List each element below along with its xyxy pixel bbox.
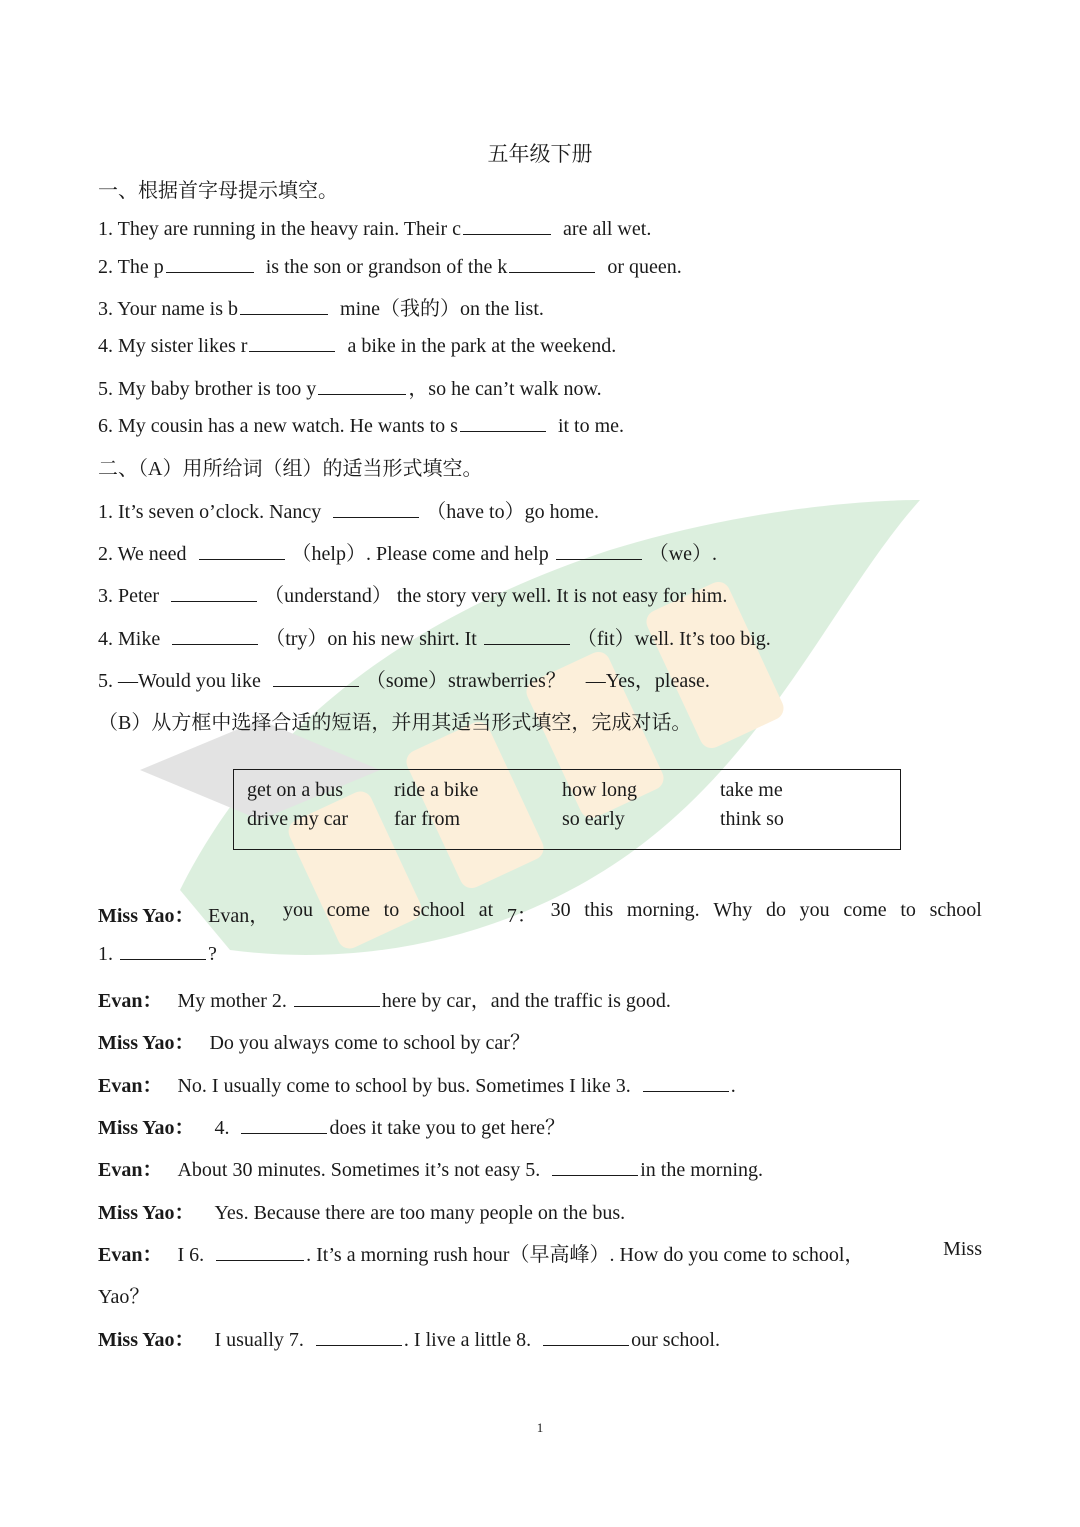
- phrase-item: how long: [562, 779, 637, 801]
- dialogue-word: this: [584, 899, 614, 921]
- speaker-label: Evan：: [98, 1075, 163, 1097]
- s1-item-3-text-a: 3. Your name is b: [98, 298, 239, 320]
- s2a-item-2: [98, 537, 717, 566]
- phrase-item: ride a bike: [394, 779, 479, 801]
- s2a-item-4-text-a: 4. Mike: [98, 628, 161, 650]
- dialogue-text: does it take you to get here？: [329, 1117, 565, 1139]
- dialogue-text: Yao？: [98, 1286, 150, 1308]
- s1-item-2-text-a: 2. The p: [98, 256, 164, 278]
- dialogue-word: at: [478, 899, 494, 921]
- s1-item-1-blank[interactable]: [463, 216, 551, 235]
- phrase-item: so early: [562, 808, 625, 830]
- dialogue-text: I usually 7.: [214, 1329, 304, 1351]
- speaker-label: Evan：: [98, 1159, 163, 1181]
- s2a-item-5-text-a: 5. —Would you like: [98, 670, 261, 692]
- dialogue-text: our school.: [631, 1329, 720, 1351]
- dialogue-text: No. I usually come to school by bus. Sometimes I like 3.: [177, 1075, 631, 1097]
- dialogue-line-9-main: [98, 1238, 864, 1267]
- dialogue-text: About 30 minutes. Sometimes it’s not easy 5.: [177, 1159, 541, 1181]
- phrase-item: drive my car: [247, 808, 349, 830]
- phrase-item: far from: [394, 808, 461, 830]
- s1-item-6-text-a: 6. My cousin has a new watch. He wants to s: [98, 415, 458, 437]
- s2a-item-4: [98, 622, 771, 651]
- dialogue-text: in the morning.: [640, 1159, 763, 1181]
- phrase-item: think so: [720, 808, 784, 830]
- page-title: 五年级下册: [487, 142, 593, 166]
- dialogue-line-4: [98, 1026, 530, 1055]
- dialogue-text: Do you always come to school by car？: [209, 1032, 530, 1054]
- speaker-label: Miss Yao：: [98, 1202, 195, 1224]
- s2a-item-5-text-c: —Yes，please.: [585, 670, 710, 692]
- s2a-item-5-text-b: （some）strawberries？: [365, 670, 566, 692]
- dialogue-text: ?: [208, 943, 217, 965]
- dialogue-line-5: [98, 1069, 736, 1098]
- section-2b-heading: （B）从方框中选择合适的短语，并用其适当形式填空，完成对话。: [98, 712, 692, 734]
- s2a-item-4-text-c: （fit）well. It’s too big.: [576, 628, 771, 650]
- s1-item-5-text-a: 5. My baby brother is too y: [98, 378, 317, 400]
- s1-item-5-text-b: ，so he can’t walk now.: [408, 378, 602, 400]
- s1-item-2: [98, 254, 682, 279]
- dialogue-word: morning.: [626, 899, 700, 921]
- s2a-item-3-text-a: 3. Peter: [98, 585, 160, 607]
- s1-item-5-blank[interactable]: [318, 376, 406, 395]
- s2a-item-5-blank[interactable]: [273, 668, 359, 687]
- dialogue-text: I 6.: [177, 1244, 205, 1266]
- dialogue-line-6: [98, 1111, 565, 1140]
- page-number: 1: [536, 1420, 544, 1435]
- dialogue-text: . I live a little 8.: [403, 1329, 532, 1351]
- dialogue-blank-8[interactable]: [543, 1327, 629, 1346]
- s1-item-6-blank[interactable]: [460, 413, 546, 432]
- speaker-label: Miss Yao：: [98, 1117, 195, 1139]
- s1-item-1-text-a: 1. They are running in the heavy rain. Their c: [98, 218, 462, 240]
- s1-item-4-blank[interactable]: [249, 333, 335, 352]
- dialogue-line-1: [98, 899, 982, 928]
- s2a-item-2-blank-2[interactable]: [556, 541, 642, 560]
- dialogue-text: here by car，and the traffic is good.: [381, 990, 671, 1012]
- dialogue-word: do: [765, 899, 786, 921]
- dialogue-word: you: [282, 899, 313, 921]
- dialogue-line-8: [98, 1196, 625, 1225]
- s1-item-3-text-b: mine（我的）on the list.: [340, 298, 544, 320]
- s2a-item-2-text-c: （we）.: [648, 543, 718, 565]
- dialogue-text: Miss: [943, 1238, 982, 1260]
- speaker-label: Evan：: [98, 1244, 163, 1266]
- dialogue-word: you: [799, 899, 830, 921]
- s2a-item-4-text-b: （try）on his new shirt. It: [265, 628, 477, 650]
- dialogue-line-3: [98, 984, 671, 1013]
- s1-item-4: [98, 333, 616, 358]
- dialogue-word: come: [843, 899, 887, 921]
- dialogue-text: 1.: [98, 943, 113, 965]
- s2a-item-4-blank-2[interactable]: [484, 626, 570, 645]
- s2a-item-3-text-b: （understand） the story very well. It is not easy for him.: [264, 585, 728, 607]
- s1-item-2-text-b: is the son or grandson of the k: [265, 256, 508, 278]
- dialogue-word: Why: [713, 899, 753, 921]
- s1-item-4-text-b: a bike in the park at the weekend.: [347, 335, 617, 357]
- s1-item-5: [98, 372, 602, 401]
- dialogue-word: Evan，: [208, 905, 270, 927]
- dialogue-blank-3[interactable]: [643, 1073, 729, 1092]
- dialogue-line-7: [98, 1153, 763, 1182]
- s1-item-6: [98, 413, 624, 438]
- dialogue-line-10: [98, 1280, 149, 1309]
- phrase-item: take me: [720, 779, 783, 801]
- s2a-item-2-blank-1[interactable]: [199, 541, 285, 560]
- dialogue-line-2: [98, 941, 217, 966]
- s2a-item-2-text-b: （help）. Please come and help: [291, 543, 549, 565]
- dialogue-word: 30: [550, 899, 571, 921]
- s1-item-2-blank-2[interactable]: [509, 254, 595, 273]
- dialogue-text: . It’s a morning rush hour（早高峰）. How do you come to school，: [306, 1244, 865, 1266]
- section-1-heading: 一、根据首字母提示填空。: [98, 180, 338, 202]
- s2a-item-1-blank[interactable]: [333, 499, 419, 518]
- dialogue-word: school: [412, 899, 466, 921]
- dialogue-word: come: [326, 899, 370, 921]
- s2a-item-2-text-a: 2. We need: [98, 543, 187, 565]
- s2a-item-4-blank-1[interactable]: [172, 626, 258, 645]
- s1-item-2-blank-1[interactable]: [166, 254, 254, 273]
- dialogue-text: 4.: [214, 1117, 230, 1139]
- s2a-item-3-blank[interactable]: [171, 583, 257, 602]
- dialogue-blank-7[interactable]: [316, 1327, 402, 1346]
- speaker-label: Miss Yao：: [98, 1329, 195, 1351]
- dialogue-blank-2[interactable]: [294, 988, 380, 1007]
- dialogue-text: My mother 2.: [177, 990, 287, 1012]
- s1-item-1-text-b: are all wet.: [563, 218, 652, 240]
- dialogue-word: 7：: [506, 905, 537, 927]
- dialogue-word: to: [900, 899, 916, 921]
- dialogue-line-11: [98, 1323, 720, 1352]
- dialogue-text: .: [730, 1075, 736, 1097]
- phrase-box: [233, 769, 901, 850]
- dialogue-word: school: [929, 899, 982, 921]
- speaker-label: Miss Yao：: [98, 905, 195, 927]
- section-2a-heading: 二、（A）用所给词（组）的适当形式填空。: [98, 458, 483, 480]
- s1-item-3: [98, 292, 544, 321]
- phrase-item: get on a bus: [247, 779, 344, 801]
- s2a-item-3: [98, 579, 727, 608]
- s2a-item-1-text-a: 1. It’s seven o’clock. Nancy: [98, 501, 322, 523]
- dialogue-line-9: [98, 1238, 982, 1267]
- s2a-item-1-text-b: （have to）go home.: [426, 501, 600, 523]
- speaker-label: Miss Yao：: [98, 1032, 195, 1054]
- s1-item-1: [98, 216, 651, 241]
- s2a-item-5: [98, 664, 710, 693]
- speaker-label: Evan：: [98, 990, 163, 1012]
- s1-item-2-text-c: or queen.: [607, 256, 682, 278]
- dialogue-word: to: [383, 899, 400, 921]
- s1-item-4-text-a: 4. My sister likes r: [98, 335, 248, 357]
- dialogue-blank-5[interactable]: [552, 1157, 638, 1176]
- dialogue-text: Yes. Because there are too many people on the bus.: [214, 1202, 626, 1224]
- dialogue-blank-6[interactable]: [216, 1242, 304, 1261]
- s1-item-6-text-b: it to me.: [557, 415, 625, 437]
- dialogue-blank-4[interactable]: [241, 1115, 327, 1134]
- dialogue-blank-1[interactable]: [120, 941, 206, 960]
- s2a-item-1: [98, 495, 599, 524]
- s1-item-3-blank[interactable]: [240, 296, 328, 315]
